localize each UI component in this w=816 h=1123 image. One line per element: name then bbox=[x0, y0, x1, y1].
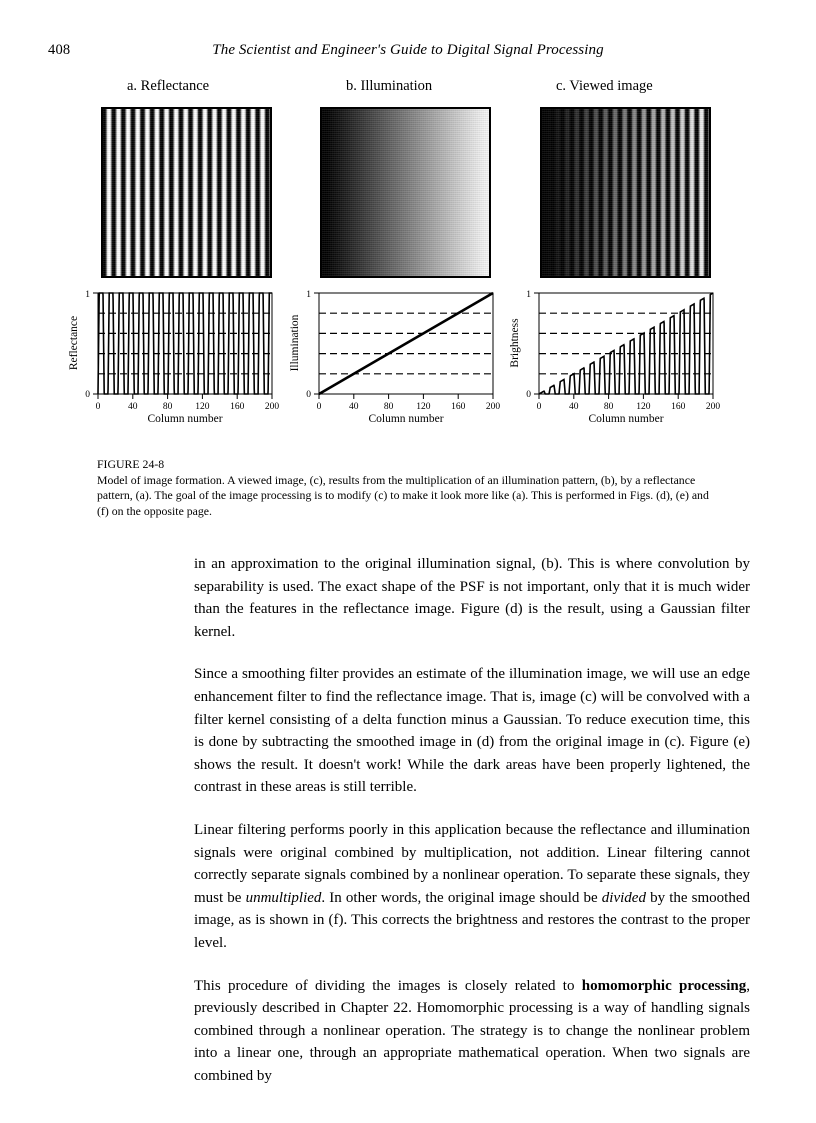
graph-reflectance-svg bbox=[62, 285, 292, 425]
x-ticks bbox=[319, 394, 493, 399]
viewed-image-pattern bbox=[542, 109, 709, 276]
illumination-gradient-pattern bbox=[322, 109, 489, 276]
y-ticks bbox=[314, 293, 319, 394]
body-text bbox=[194, 553, 750, 1087]
svg-text:40: 40 bbox=[128, 402, 138, 412]
panel-caption-a: a. Reflectance bbox=[127, 78, 210, 94]
plot-area-reflectance bbox=[68, 290, 279, 425]
svg-text:40: 40 bbox=[569, 402, 579, 412]
y-tick-labels bbox=[306, 290, 311, 400]
y-ticks bbox=[93, 293, 98, 394]
x-tick-labels bbox=[317, 402, 501, 412]
svg-text:0: 0 bbox=[306, 390, 311, 400]
page-number: 408 bbox=[48, 42, 71, 58]
svg-text:0: 0 bbox=[526, 390, 531, 400]
y-tick-labels bbox=[85, 290, 90, 400]
plot-area-illumination bbox=[289, 290, 500, 425]
graph-brightness-svg bbox=[503, 285, 733, 425]
x-axis-label: Column number bbox=[368, 413, 444, 425]
y-tick-labels bbox=[526, 290, 531, 400]
svg-text:160: 160 bbox=[451, 402, 466, 412]
graph-reflectance bbox=[62, 285, 292, 425]
plot-frame bbox=[539, 293, 713, 394]
brightness-waveform bbox=[539, 293, 713, 394]
svg-text:0: 0 bbox=[95, 402, 101, 412]
svg-text:160: 160 bbox=[230, 402, 245, 412]
paragraph-2: Since a smoothing filter provides an estimate of the illumination image, we will use an edge enhancement filter to find the reflectance image. That is, image (c) will be convolved with a filter kernel consisting of a delta function minus a Gaussian. To reduce execution time, this is done by subtracting the smoothed image in (d) from the original image in (c). Figure (e) shows the result. It doesn't work! While the dark areas have been properly lightened, the contrast in these areas is still terrible. bbox=[194, 666, 750, 796]
svg-text:40: 40 bbox=[349, 402, 359, 412]
reflectance-stripe-pattern bbox=[103, 109, 270, 276]
svg-text:1: 1 bbox=[306, 290, 311, 300]
x-axis-label: Column number bbox=[147, 413, 223, 425]
running-head bbox=[0, 42, 816, 64]
svg-text:80: 80 bbox=[603, 402, 614, 412]
x-tick-labels bbox=[96, 402, 280, 412]
svg-text:120: 120 bbox=[636, 402, 651, 412]
y-ticks bbox=[534, 293, 539, 394]
x-axis-label: Column number bbox=[588, 413, 664, 425]
svg-text:200: 200 bbox=[705, 402, 721, 412]
image-panel-viewed-image bbox=[540, 107, 711, 278]
reflectance-waveform bbox=[98, 293, 272, 394]
paragraph-3: Linear filtering performs poorly in this application because the reflectance and illumination signals were original combined by multiplication, not addition. Linear filtering cannot correctly separate signals combined by a nonlinear operation. To separate these signals, they must be unmultiplied. In other words, the original image should be divided by the smoothed image, as is shown in (f). This corrects the brightness and restores the contrast to the proper level. bbox=[194, 821, 750, 951]
x-tick-labels bbox=[537, 402, 721, 412]
graph-illumination bbox=[283, 285, 513, 425]
panel-caption-c: c. Viewed image bbox=[556, 78, 653, 94]
paragraph-1: in an approximation to the original illumination signal, (b). This is where convolution by separability is used. The exact shape of the PSF is not important, only that it is much wider than the features in the reflectance image. Figure (d) is the result, using a Gaussian filter kernel. bbox=[194, 556, 750, 640]
y-axis-label: Reflectance bbox=[68, 315, 80, 371]
svg-text:1: 1 bbox=[85, 290, 90, 300]
y-gridlines bbox=[539, 313, 713, 374]
figure-24-8 bbox=[0, 78, 816, 438]
svg-text:0: 0 bbox=[85, 390, 90, 400]
graph-illumination-svg bbox=[283, 285, 513, 425]
figure-caption-text: Model of image formation. A viewed image, (c), results from the multiplication of an illumination pattern, (b), by a reflectance pattern, (a). The goal of the image processing is to modify (c) to make it look more like (a). This is performed in Figs. (d), (e) and (f) on the opposite page. bbox=[97, 473, 709, 518]
svg-text:1: 1 bbox=[526, 290, 531, 300]
illumination-ramp-line bbox=[319, 293, 493, 394]
image-panel-illumination bbox=[320, 107, 491, 278]
image-panel-reflectance bbox=[101, 107, 272, 278]
panel-caption-b: b. Illumination bbox=[346, 78, 433, 94]
svg-text:80: 80 bbox=[383, 402, 394, 412]
svg-text:120: 120 bbox=[195, 402, 210, 412]
paragraph-4: This procedure of dividing the images is closely related to homomorphic processing, previously described in Chapter 22. Homomorphic processing is a way of handling signals combined through a nonlinear operation. The strategy is to change the nonlinear problem into a linear one, through an appropriate mathematical operation. When two signals are combined by bbox=[194, 977, 750, 1084]
y-axis-label: Brightness bbox=[509, 318, 521, 368]
graph-brightness bbox=[503, 285, 733, 425]
svg-text:200: 200 bbox=[264, 402, 280, 412]
y-axis-label: Illumination bbox=[289, 314, 301, 372]
svg-text:160: 160 bbox=[671, 402, 686, 412]
svg-text:0: 0 bbox=[316, 402, 322, 412]
svg-text:80: 80 bbox=[162, 402, 173, 412]
figure-caption bbox=[97, 457, 712, 519]
svg-text:0: 0 bbox=[536, 402, 542, 412]
svg-text:120: 120 bbox=[416, 402, 431, 412]
plot-area-brightness bbox=[509, 290, 720, 425]
svg-text:200: 200 bbox=[485, 402, 501, 412]
figure-caption-label: FIGURE 24-8 bbox=[97, 457, 165, 471]
book-title: The Scientist and Engineer's Guide to Digital Signal Processing bbox=[212, 42, 604, 58]
